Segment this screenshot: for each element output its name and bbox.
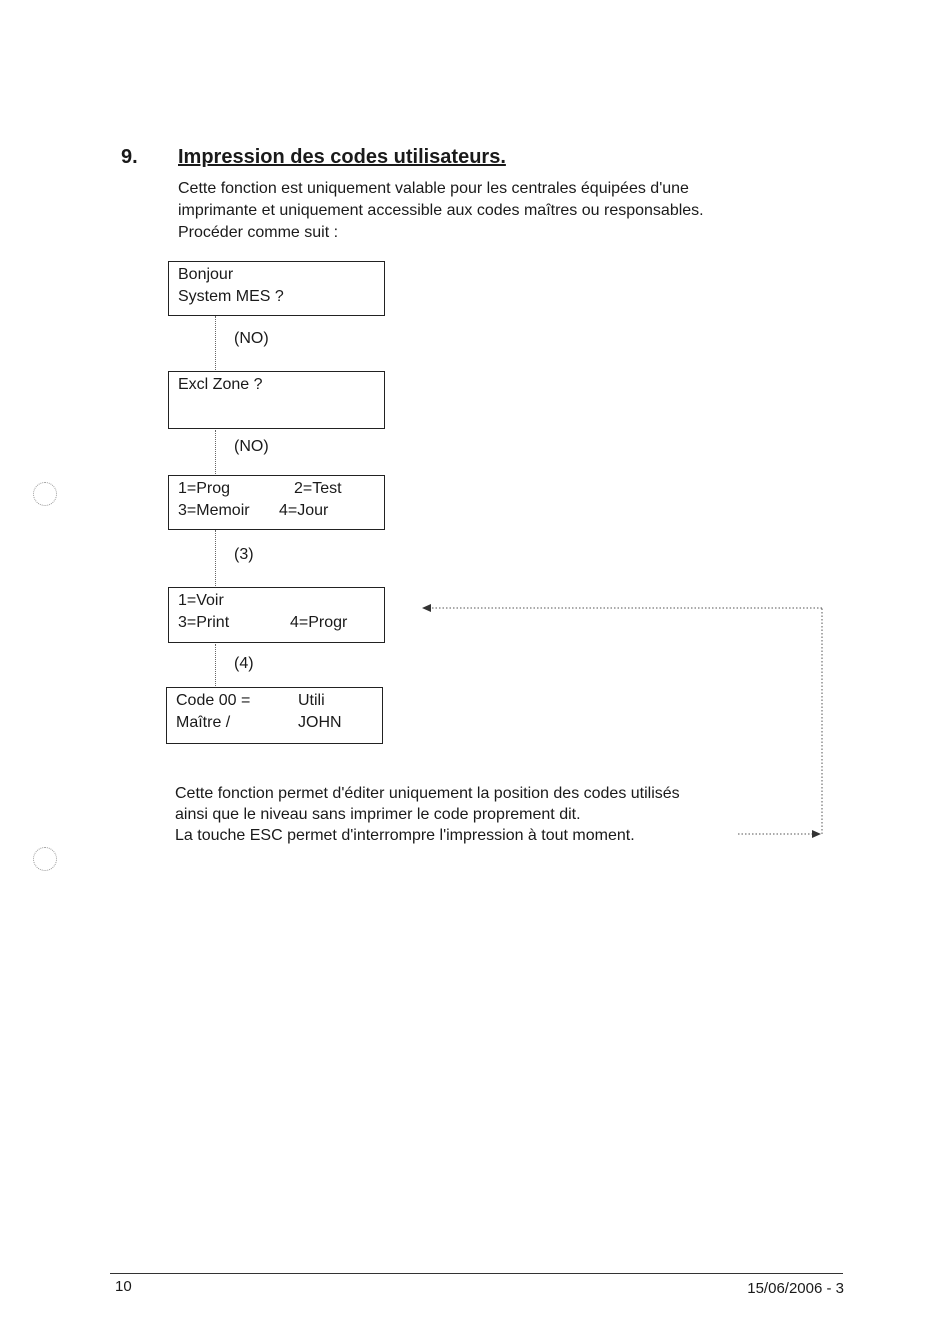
intro-line: imprimante et uniquement accessible aux codes maîtres ou responsables. xyxy=(178,202,704,219)
key-label: (3) xyxy=(234,546,254,563)
section-number: 9. xyxy=(121,146,138,168)
code-level: Maître / xyxy=(176,714,231,731)
punch-hole xyxy=(33,482,57,506)
intro-line: Procéder comme suit : xyxy=(178,224,339,241)
punch-hole xyxy=(33,847,57,871)
menu-option: 3=Print xyxy=(178,614,230,631)
menu-option: 1=Prog xyxy=(178,480,231,497)
key-label: (NO) xyxy=(234,330,269,347)
menu-option: 2=Test xyxy=(294,480,342,497)
code-label: Code 00 = xyxy=(176,692,251,709)
note-line: Cette fonction permet d'éditer uniquement la position des codes utilisés xyxy=(175,785,680,802)
note-line: ainsi que le niveau sans imprimer le code proprement dit. xyxy=(175,806,581,823)
menu-option: 4=Progr xyxy=(290,614,348,631)
code-user-name: JOHN xyxy=(298,714,342,731)
note-line: La touche ESC permet d'interrompre l'impression à tout moment. xyxy=(175,827,635,844)
arrow-head xyxy=(422,604,431,612)
arrow-head xyxy=(812,830,821,838)
footer-rule xyxy=(110,1273,843,1274)
menu-option: 4=Jour xyxy=(279,502,329,519)
lcd-line: Bonjour xyxy=(178,266,234,283)
lcd-line: Excl Zone ? xyxy=(178,376,263,393)
lcd-line: System MES ? xyxy=(178,288,284,305)
key-label: (NO) xyxy=(234,438,269,455)
code-type: Utili xyxy=(298,692,325,709)
menu-option: 3=Memoir xyxy=(178,502,250,519)
intro-line: Cette fonction est uniquement valable pour les centrales équipées d'une xyxy=(178,180,689,197)
key-label: (4) xyxy=(234,655,254,672)
section-title: Impression des codes utilisateurs. xyxy=(178,146,506,168)
menu-option: 1=Voir xyxy=(178,592,224,609)
footer-date: 15/06/2006 - 3 xyxy=(747,1280,844,1297)
page-number: 10 xyxy=(115,1278,132,1295)
